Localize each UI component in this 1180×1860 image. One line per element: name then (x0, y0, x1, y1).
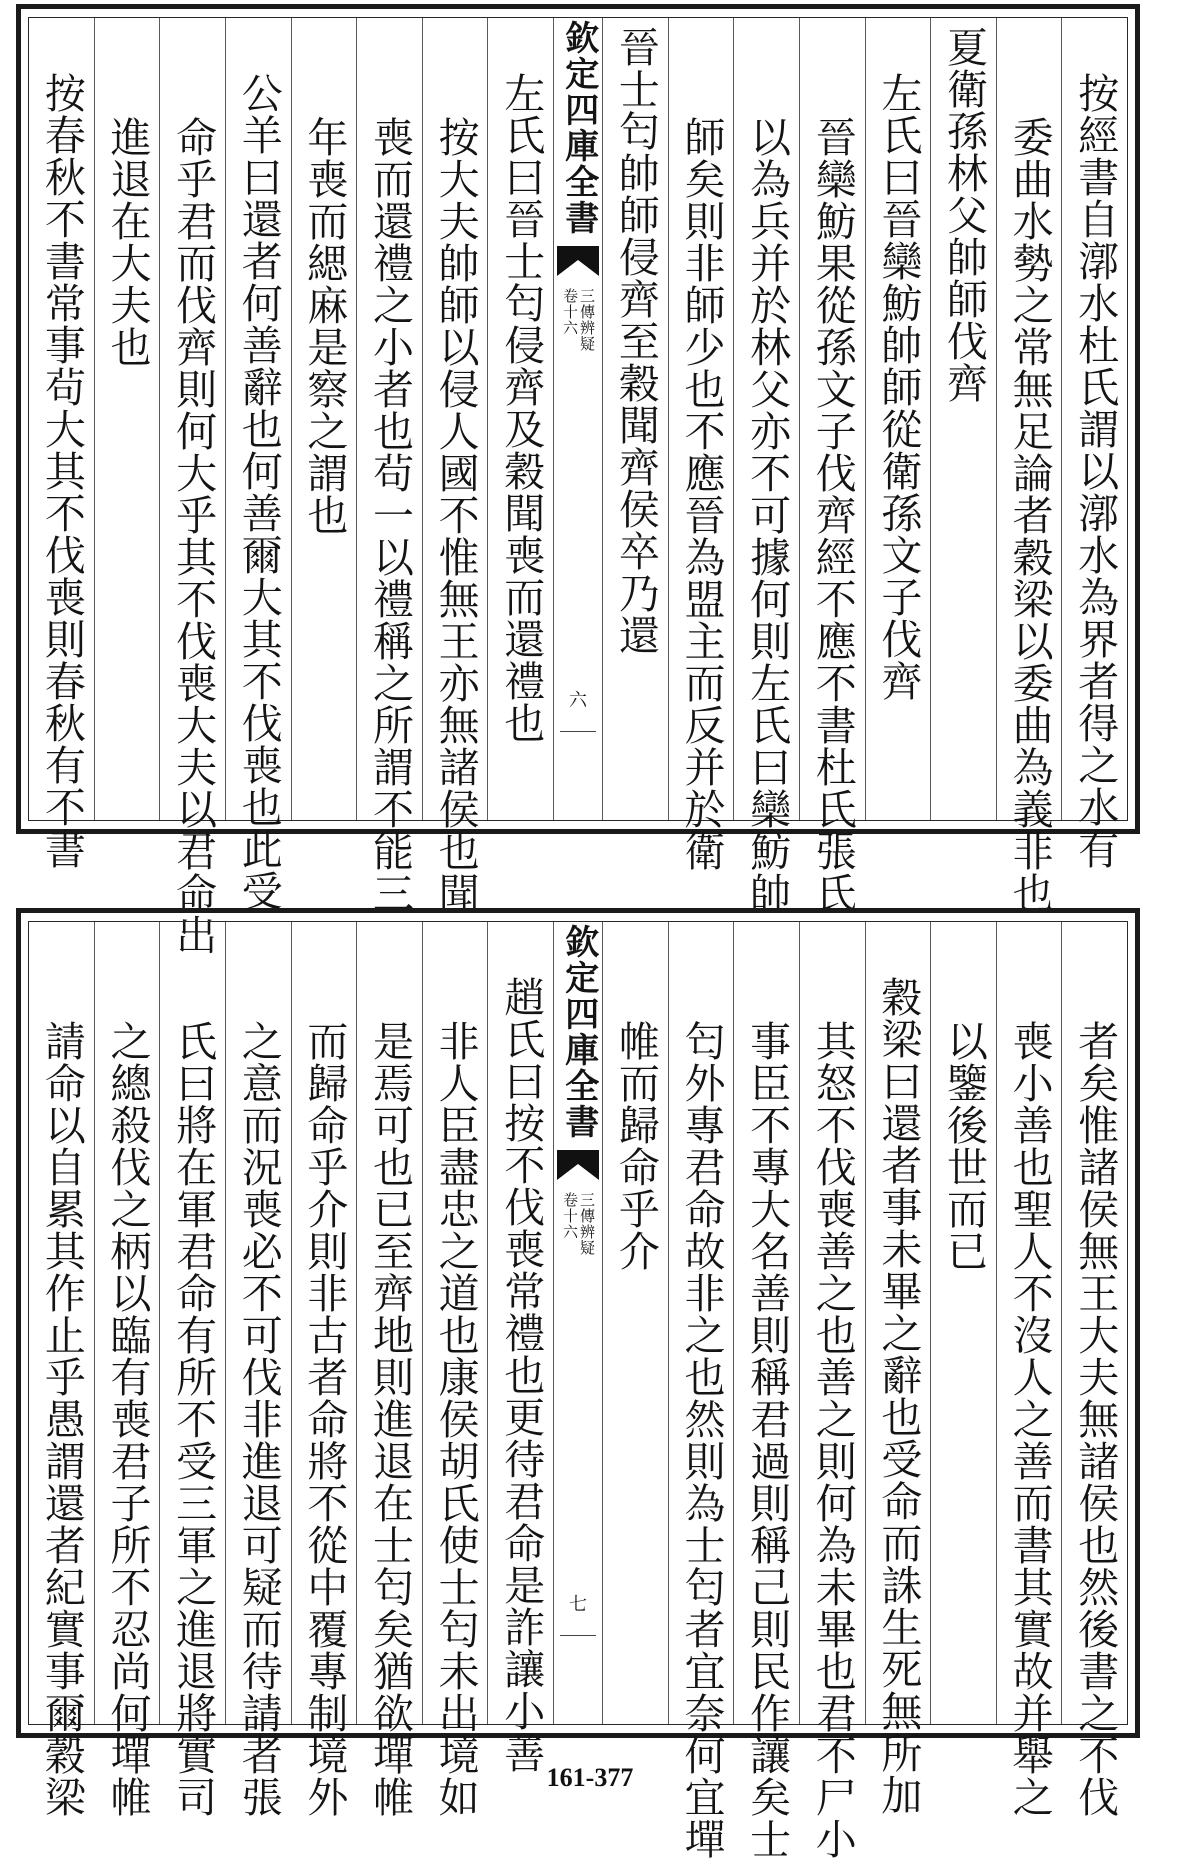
text-column (94, 18, 160, 820)
text-column (94, 922, 160, 1818)
book-meta (562, 1192, 594, 1256)
top-page (16, 4, 1140, 956)
column-text: 以為兵并於林父亦不可據何則左氏曰欒魴帥 (743, 116, 792, 914)
column-text: 是焉可也已至齊地則進退在士匄矣猶欲墠帷 (365, 1020, 414, 1818)
column-text: 氏曰將在軍君命有所不受三軍之進退將實司 (169, 1020, 218, 1818)
fishtail-icon (557, 246, 599, 276)
column-text: 左氏曰晉欒魴帥師從衛孫文子伐齊 (874, 72, 923, 702)
column-text: 其怒不伐喪善之也善之則何為未畢也君不尸小 (808, 1020, 857, 1860)
text-column (225, 922, 291, 1818)
column-text: 委曲水勢之常無足論者穀梁以委曲為義非也 (1005, 116, 1054, 914)
column-text: 請命以自累其作止乎愚謂還者紀實事爾穀梁 (37, 1020, 86, 1818)
center-fold-column (553, 922, 602, 1724)
column-text: 喪小善也聖人不沒人之善而書其實故并舉之 (1005, 1020, 1054, 1818)
column-text: 按經書自漷水杜氏謂以漷水為界者得之水有 (1071, 72, 1120, 870)
column-text: 公羊曰還者何善辭也何善爾大其不伐喪也此受 (234, 72, 283, 912)
text-column (29, 18, 94, 870)
volume-label: 卷十六 (561, 288, 579, 336)
column-text: 者矣惟諸侯無王大夫無諸侯也然後書之不伐 (1071, 1020, 1120, 1818)
column-text: 按大夫帥師以侵人國不惟無王亦無諸侯也聞 (431, 116, 480, 914)
text-column (1061, 922, 1127, 1818)
book-title: 三傳辨疑 (578, 288, 596, 352)
text-column (996, 18, 1062, 914)
column-text: 年喪而緦麻是察之謂也 (300, 116, 349, 536)
text-column (422, 922, 488, 1818)
text-column (996, 922, 1062, 1818)
text-column (865, 18, 931, 820)
folio-divider (560, 731, 596, 732)
column-text: 晉欒魴果從孫文子伐齊經不應不書杜氏張氏 (808, 116, 857, 914)
book-title: 三傳辨疑 (578, 1192, 596, 1256)
column-text: 事臣不專大名善則稱君過則稱己則民作讓矣士 (743, 1020, 792, 1860)
column-text: 師矣則非師少也不應晉為盟主而反并於衛 (677, 116, 726, 872)
center-fold-column (553, 18, 602, 820)
text-column (602, 18, 668, 820)
column-text: 之總殺伐之柄以臨有喪君子所不忍尚何墠帷 (103, 1020, 152, 1818)
column-text: 之意而況喪必不可伐非進退可疑而待請者張 (234, 1020, 283, 1818)
column-text: 進退在大夫也 (103, 116, 152, 368)
column-text: 命乎君而伐齊則何大乎其不伐喪大夫以君命出 (169, 116, 218, 956)
column-text: 而歸命乎介則非古者命將不從中覆專制境外 (300, 1020, 349, 1818)
text-column (487, 18, 553, 820)
folio-divider (560, 1635, 596, 1636)
top-page-frame (28, 17, 1128, 956)
text-column (668, 922, 734, 1860)
page-number: 六 (569, 690, 587, 711)
library-title: 欽定四庫全書 (558, 924, 599, 1140)
text-column (668, 18, 734, 872)
library-title: 欽定四庫全書 (558, 20, 599, 236)
text-column (799, 18, 865, 914)
column-text: 喪而還禮之小者也茍一以禮稱之所謂不能三 (365, 116, 414, 914)
text-column (799, 922, 865, 1860)
text-column (291, 18, 357, 820)
column-text: 趙氏曰按不伐喪常禮也更待君命是詐讓小善 (497, 976, 546, 1774)
text-column (930, 922, 996, 1724)
book-meta (562, 288, 594, 352)
page-number: 七 (569, 1594, 587, 1615)
volume-label: 卷十六 (561, 1192, 579, 1240)
text-column (356, 18, 422, 914)
text-column (487, 922, 553, 1774)
text-column (733, 922, 799, 1860)
text-column (930, 18, 996, 820)
text-column (602, 922, 668, 1724)
text-column (733, 18, 799, 914)
text-column (225, 18, 291, 912)
column-text: 匄外專君命故非之也然則為士匄者宜奈何宜墠 (677, 1020, 726, 1860)
text-column (159, 922, 225, 1818)
column-text: 非人臣盡忠之道也康侯胡氏使士匄未出境如 (431, 1020, 480, 1818)
footer-catalog-number: 161-377 (546, 1763, 634, 1792)
column-text: 穀梁曰還者事未畢之辭也受命而誅生死無所加 (874, 976, 923, 1816)
column-text: 晉士匄帥師侵齊至穀聞齊侯卒乃還 (611, 26, 660, 656)
column-text: 左氏曰晉士匄侵齊及穀聞喪而還禮也 (497, 72, 546, 744)
column-text: 帷而歸命乎介 (611, 1020, 660, 1272)
text-column (422, 18, 488, 914)
column-text: 按春秋不書常事茍大其不伐喪則春秋有不書 (37, 72, 86, 870)
text-column (291, 922, 357, 1818)
column-text: 以鑒後世而已 (939, 1020, 988, 1272)
text-column (865, 922, 931, 1816)
text-column (1061, 18, 1127, 870)
column-text: 夏衛孫林父帥師伐齊 (939, 26, 988, 404)
text-column (29, 922, 94, 1818)
text-column (356, 922, 422, 1818)
text-column (159, 18, 225, 956)
fishtail-icon (557, 1150, 599, 1180)
